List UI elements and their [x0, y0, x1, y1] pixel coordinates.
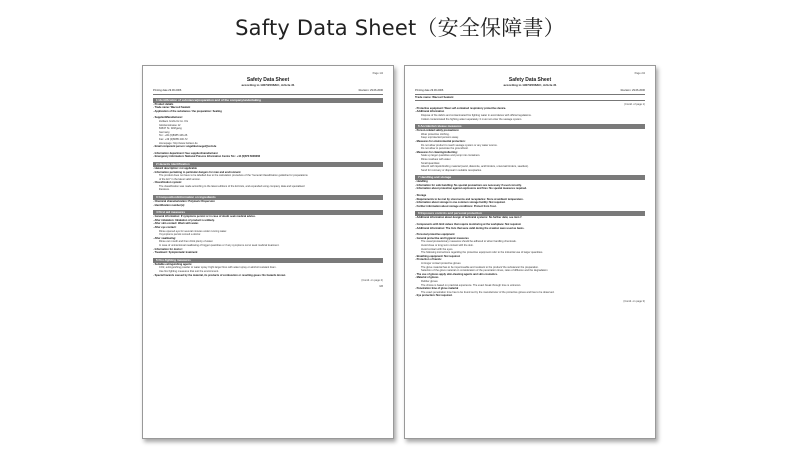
text-line: · General protective and hygienic measures [415, 236, 469, 240]
text-line: Germany [159, 130, 170, 134]
text-line: Rinse opened eye for several minutes under running water. [159, 229, 227, 233]
text-line: Keep unprotected persons away. [421, 136, 459, 140]
text-line: · Further information about storage conditions: Protect from frost. [415, 204, 497, 208]
text-line: Small quantities: [421, 161, 441, 165]
text-line: · General information: If symptoms persist or in case of doubt seek medical advice. [153, 215, 256, 219]
text-line: If symptoms persist consult a doctor. [159, 233, 201, 237]
text-line: Tel.: +49 (0)8085 446-26 [159, 134, 188, 138]
text-line: of the EU" in the latest valid version. [159, 177, 201, 181]
text-line: Selection of the glove material on consideration of the penetration times, rates of diffusion and the degradation [421, 269, 548, 273]
text-line: · After inhalation: Inhalation of product is unlikely. [153, 218, 215, 222]
text-line: At longer contact protective gloves [421, 261, 461, 265]
section-body [153, 215, 383, 255]
text-line: · Suitable extinguishing agents: [153, 262, 193, 266]
text-line: · Additional information about design of technical systems: No further data; see item 7. [415, 216, 523, 220]
text-line: Do not allow to penetrate the ground/soil. [421, 147, 469, 151]
text-line: literature. [159, 188, 170, 192]
page-title: Safty Data Sheet（安全保障書） [235, 16, 565, 40]
text-line: · Special hazards caused by the material, its products of combustion or resulting gases: No hazards known [153, 273, 286, 277]
text-line: · Additional information: The lists that were valid during the creation were used as basis. [415, 226, 525, 230]
section-header: 1 Identification of substance/preparation and of the company/undertaking [153, 98, 383, 103]
text-line: Absorb with liquid-binding material (sand, diatomite, acid binders, universal binders, sawdust). [421, 165, 529, 169]
text-line: The exact penetration time has to be found out by the manufacturer of the protective gloves and has to be observed. [421, 290, 555, 294]
sheet-subtitle: according to 1907/2006/EC, Article 31 [241, 83, 295, 87]
text-line: Avoid close or long term contact with the skin. [421, 244, 474, 247]
text-line: · Treatment: Symptomatic treatment [153, 251, 198, 255]
section-header: 2 Hazards identification [153, 162, 383, 167]
text-line: · Information department: See supplier/manufacturer [153, 151, 218, 155]
text-line: Wear protective clothing. [421, 132, 450, 136]
text-line: · Information pertaining to particular dangers for man and environment [153, 170, 241, 174]
text-line: · Components with limit values that require monitoring at the workplace: Not required. [415, 223, 522, 227]
text-line: · Classification system: [153, 181, 182, 185]
text-line: · Product details [153, 102, 174, 106]
revision-date: Revision: 29.06.2006 [620, 89, 645, 92]
text-line: · Information about protection against explosions and fires: No special measures required. [415, 187, 527, 191]
text-line: · After swallowing: [153, 236, 176, 240]
contd-note: (Contd. of page 1) [624, 103, 645, 107]
text-line: In case of unintentional swallowing of bigger quantities or if any symptoms occur seek medical treatment. [159, 244, 280, 247]
sds-page-1 [142, 65, 394, 439]
date-row [153, 89, 383, 95]
text-line: · Trade name: Wacosil Sealant [153, 106, 191, 110]
text-line: Dispose of fire debris and contaminated fire fighting water in accordance with official regulations. [421, 113, 532, 117]
text-line: · Penetration time of glove material [415, 287, 459, 291]
text-line: Collect contaminated fire fighting water separately. It must not enter the sewage system. [421, 117, 523, 121]
text-line: · After eye contact: [153, 226, 177, 230]
section-header: 6 Accidental release measures [415, 124, 645, 129]
text-line: The product does not have to be labelled due to the calculation procedure of the "General Classification guideline for preparations [159, 174, 308, 178]
text-line: · Additional information [415, 110, 445, 114]
page-number: Page 2/4 [634, 72, 645, 75]
text-line: · Measures for cleaning/collecting: [415, 150, 458, 154]
section-header: 5 Fire-fighting measures [153, 258, 383, 263]
section-body [153, 103, 383, 159]
text-line: · Information for safe handling: No special precautions are necessary if used correctly. [415, 183, 522, 187]
section-body [415, 180, 645, 208]
text-line: · The use of gloves apply skin-cleaning agents and skin cosmetics. [415, 272, 498, 276]
text-line: Rinse residues with water. [421, 157, 452, 161]
text-line: · Emergency information: National Poisons Information Centre Tel.: +44 (0)870 6006266 [153, 155, 261, 159]
text-line: Zettlaco GmbH & Co. KG [159, 119, 189, 123]
section-body [153, 263, 383, 277]
printing-date: Printing date 29.06.2006 [153, 89, 182, 92]
text-line: Rubber gloves [421, 279, 438, 283]
text-line: Use fire fighting measures that suit the environment. [159, 269, 219, 273]
page-number: Page 1/4 [372, 72, 383, 75]
section-body [415, 129, 645, 172]
trade-name: Trade name: Wacosil Sealant [415, 96, 645, 102]
text-line: · Requirements to be met by storerooms and receptacles: Store at ambient temperature. [415, 197, 524, 201]
text-line: · Personal protective equipment [415, 233, 455, 237]
text-line: · Protection of hands: [415, 258, 442, 262]
text-line: The usual precautionary measures should be adhered to when handling chemicals. [421, 240, 517, 244]
section-header: 8 Exposure controls and personal protection [415, 211, 645, 216]
text-line: · Handling [415, 180, 428, 184]
revision-date: Revision: 29.06.2006 [358, 89, 383, 92]
text-line: Glockenstrasse 12 [159, 123, 181, 127]
section-header: 4 First aid measures [153, 210, 383, 215]
text-line: The classification was made according to the latest editions of the EU-lists, and expanded using company data and specialised [159, 184, 305, 188]
section-body [415, 216, 645, 297]
text-line: · Chemical characterization: Polymeric Dispersion [153, 200, 215, 204]
text-line: Do not allow product to reach sewage system or any water source. [421, 143, 498, 147]
section-body [415, 107, 645, 121]
section-header: 7 Handling and storage [415, 175, 645, 180]
section-header: 3 Composition/information on ingredients [153, 195, 383, 200]
text-line: · Information about storage in one common storage facility: Not required. [415, 201, 506, 205]
text-line: · Protective equipment: Wear self-contained respiratory protective device. [415, 106, 507, 110]
text-line: · Supplier/Manufacturer: [153, 116, 183, 120]
text-line: Rinse out mouth and then drink plenty of water. [159, 240, 214, 244]
text-line: · Eye protection: Not required. [415, 294, 453, 298]
text-line: The choice is based on practical experience. The exact break through time is unknown. [421, 283, 522, 287]
text-line: · Application of the substance / the preparation: Sealing [153, 109, 222, 113]
section-body [153, 167, 383, 192]
text-line: · Person-related safety precautions: [415, 129, 460, 133]
continued-note: (Contd. on page 2) [361, 279, 383, 283]
text-line: · Measures for environmental protection: [415, 139, 466, 143]
text-line: Soak up larger quantities and pump into containers. [421, 154, 481, 158]
text-line: · Information for doctor: [153, 247, 183, 251]
text-line: · Hazard description: not applicable [153, 166, 197, 170]
text-line: CO2, extinguishing powder or water spray. Fight larger fires with water spray or alcohol resistant foam. [159, 266, 277, 270]
text-line: · Email competent person: angelika.koegel@zett.de [153, 145, 217, 149]
text-line: Homepage: http://www.zetlaco.de [159, 141, 198, 145]
sheet-title: Safety Data Sheet [508, 77, 552, 83]
date-row [415, 89, 645, 95]
text-line: · Breathing equipment: Not required. [415, 254, 461, 258]
section-body [153, 200, 383, 207]
text-line: Send for recovery or disposal in suitable receptacles. [421, 168, 482, 172]
sheet-subtitle: according to 1907/2006/EC, Article 31 [503, 83, 557, 87]
continued-note: (Contd. on page 3) [623, 299, 645, 303]
text-line: The glove material has to be impermeable and resistant to the product/ the substance/ the preparation. [421, 265, 539, 269]
text-line: · Material of gloves [415, 276, 439, 280]
text-line: · After skin contact: Wash with water. [153, 222, 199, 226]
text-line: · Identification number(s): [153, 203, 185, 207]
sds-page-2 [404, 65, 656, 439]
text-line: Fax: +49 (0)8085 446-72 [159, 137, 188, 141]
printing-date: Printing date 29.06.2006 [415, 89, 444, 92]
text-line: The following instructions regarding the protective equipment refer to the industrial use of larger quantities. [421, 251, 543, 255]
sheet-title: Safety Data Sheet [246, 77, 290, 83]
text-line: Avoid contact with the eyes. [421, 247, 454, 251]
footer-code: GB [379, 284, 383, 288]
text-line: 84637 St. Wolfgang [159, 127, 182, 131]
text-line: · Storage [415, 194, 427, 198]
